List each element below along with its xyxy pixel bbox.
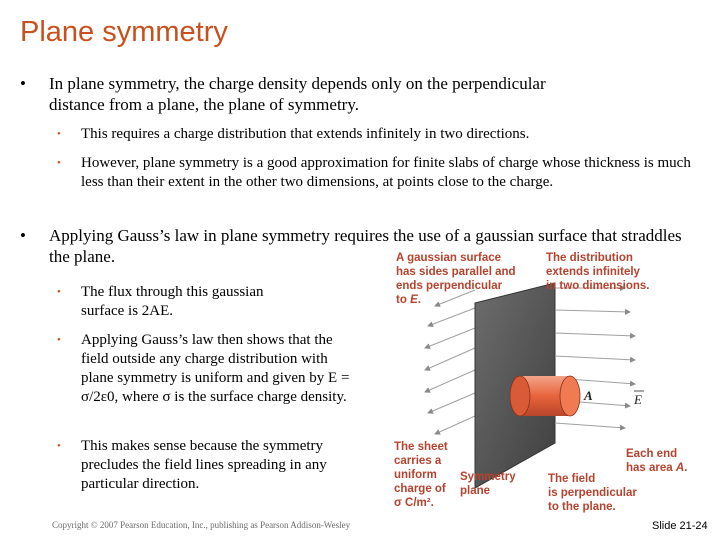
- sub-bullet-1-2-text: However, plane symmetry is a good approximation for finite slabs of charge whose thickness is much less than their extent in the other two dimensions, at points close to the charge.: [81, 155, 691, 190]
- copyright-footer: Copyright © 2007 Pearson Education, Inc., publishing as Pearson Addison-Wesley: [52, 520, 351, 530]
- label-each-end: Each end has area A.: [626, 448, 688, 474]
- bullet-1-text: In plane symmetry, the charge density depends only on the perpendicular distance from a plane, the plane of symmetry.: [49, 74, 546, 114]
- sub-bullet-dot: •: [57, 286, 61, 298]
- label-gaussian-surface: A gaussian surface has sides parallel and ends perpendicular to E.: [396, 252, 516, 306]
- sub-bullet-1-1-text: This requires a charge distribution that extends infinitely in two directions.: [81, 126, 530, 142]
- label-symmetry-plane: Symmetry plane: [460, 471, 516, 497]
- sub-bullet-2-1-text: The flux through this gaussian surface is 2AE.: [81, 284, 264, 319]
- label-field-perpendicular: The field is perpendicular to the plane.: [548, 473, 637, 513]
- sub-bullet-dot: •: [57, 157, 61, 169]
- sub-bullet-dot: •: [57, 334, 61, 346]
- field-lines-left: [425, 290, 475, 434]
- sub-bullet-2-3-text: This makes sense because the symmetry precludes the field lines spreading in any particular direction.: [81, 438, 327, 492]
- field-E-label: E: [634, 392, 642, 407]
- bullet-2-text: Applying Gauss’s law in plane symmetry requires the use of a gaussian surface that straddles the plane.: [49, 226, 682, 266]
- gaussian-cylinder: [510, 376, 580, 416]
- sub-bullet-dot: •: [57, 440, 61, 452]
- area-A-label: A: [584, 388, 593, 403]
- label-sheet: The sheet carries a uniform charge of σ C/m².: [394, 441, 448, 509]
- slide-number: Slide 21-24: [652, 520, 708, 532]
- sub-bullet-2-2-text: Applying Gauss’s law then shows that the field outside any charge distribution with plane symmetry is uniform and given by E = σ/2ε0, where σ is the surface charge density.: [81, 332, 350, 405]
- slide-title: Plane symmetry: [20, 16, 228, 48]
- bullet-dot: •: [20, 74, 26, 93]
- label-distribution: The distribution extends infinitely in two dimensions.: [546, 252, 650, 292]
- bullet-dot: •: [20, 226, 26, 245]
- sub-bullet-dot: •: [57, 128, 61, 140]
